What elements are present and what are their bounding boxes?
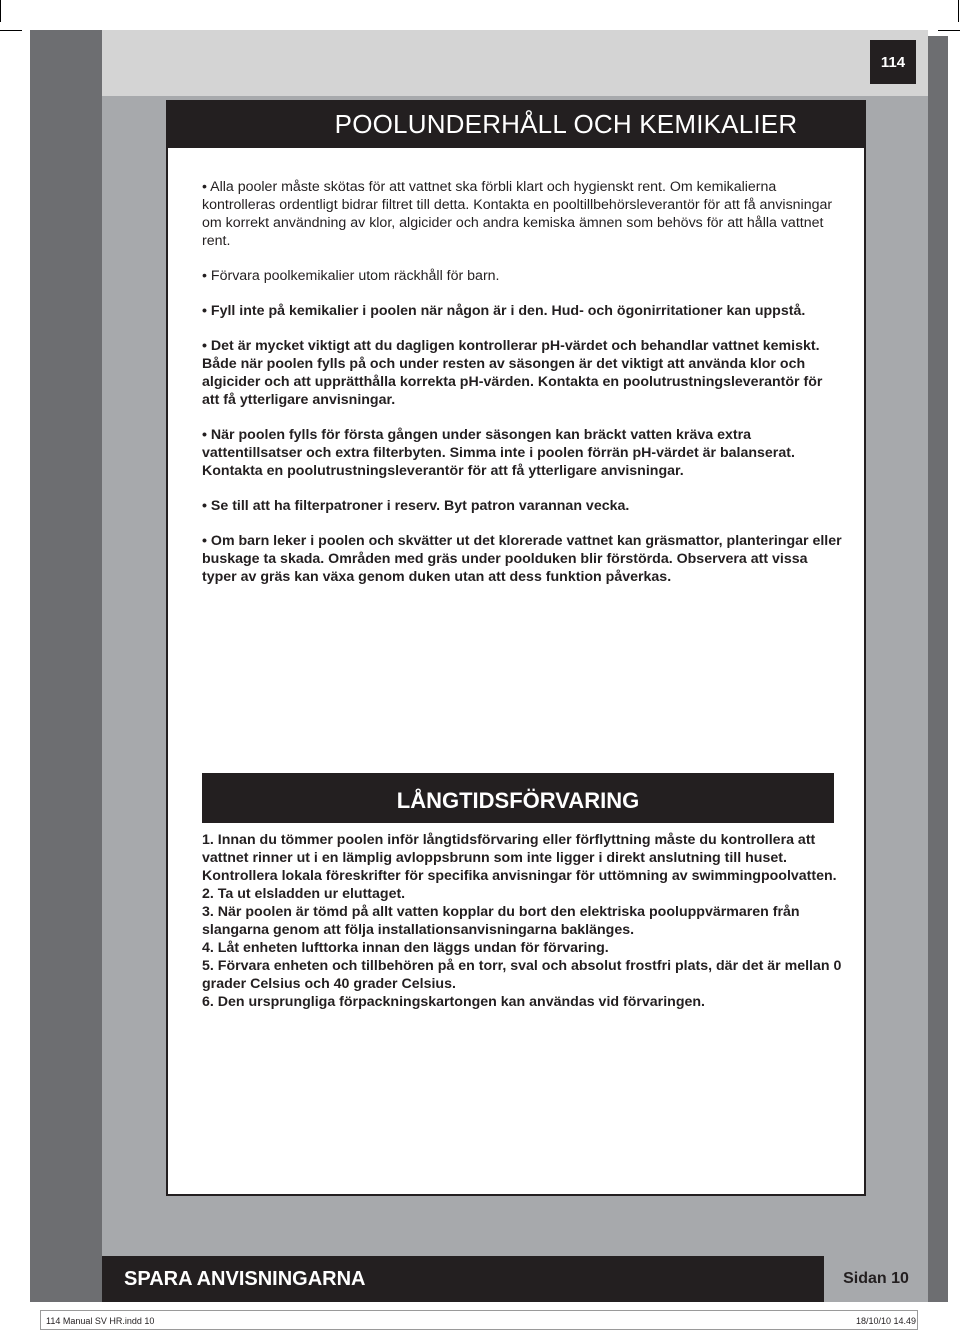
- slug-date: [856, 1312, 916, 1330]
- page-number-label: 114: [880, 53, 906, 71]
- footer-bar: [102, 1256, 824, 1302]
- paragraph: • När poolen fylls för första gången under säsongen kan bräckt vatten kräva extra vattentillsatser och extra filterbyten. Simma inte i poolen förrän pH-värdet är balanserat. Kontakta en poolutrustningsleverantör för att få ytterligare anvisningar.: [202, 427, 795, 479]
- paragraph: • Om barn leker i poolen och skvätter ut det klorerade vattnet kan gräsmattor, planteringar eller buskage ta skada. Områden med gräs under poolduken blir förstörda. Observera att vissa typer av gräs kan växa genom duken utan att dess funktion påverkas.: [202, 533, 842, 585]
- storage-step: 5. Förvara enheten och tillbehören på en torr, sval och absolut frostfri plats, där det är mellan 0 grader Celsius och 40 grader Celsius.: [202, 958, 842, 992]
- slug-line: [40, 1310, 918, 1330]
- storage-title-bar: [202, 773, 834, 823]
- slug-file-label: 114 Manual SV HR.indd 10: [46, 1316, 155, 1326]
- crop-mark: [0, 30, 22, 31]
- footer-page-number: [824, 1256, 928, 1302]
- page-title: POOLUNDERHÅLL OCH KEMIKALIER: [334, 108, 798, 139]
- storage-step: 4. Låt enheten lufttorka innan den läggs undan för förvaring.: [202, 940, 609, 956]
- crop-mark: [938, 30, 960, 31]
- storage-title: LÅNGTIDSFÖRVARING: [396, 788, 640, 813]
- crop-mark: [958, 0, 959, 22]
- crop-mark: [0, 0, 1, 22]
- paragraph: • Se till att ha filterpatroner i reserv. Byt patron varannan vecka.: [202, 498, 630, 514]
- left-frame-band: [30, 30, 102, 1302]
- storage-step: 6. Den ursprungliga förpackningskartongen kan användas vid förvaringen.: [202, 994, 705, 1010]
- paragraph: • Alla pooler måste skötas för att vattnet ska förbli klart och hygienskt rent. Om kemikalierna kontrolleras ordentligt bidrar filtret till detta. Kontakta en pooltillbehörsleverantör för att få anvisningar om korrekt användning av klor, algicider och andra kemiska ämnen som behövs för att hålla vattnet rent.: [202, 179, 833, 249]
- section-title-bar: [166, 100, 866, 148]
- paragraph: • Det är mycket viktigt att du dagligen kontrollerar pH-värdet och behandlar vattnet kemiskt. Både när poolen fylls på och under resten av säsongen är det viktigt att använda klor och algicider och att upprätthålla korrekta pH-värden. Kontakta en poolutrustningsleverantör för att få ytterligare anvisningar.: [202, 338, 823, 408]
- storage-step: 1. Innan du tömmer poolen inför långtidsförvaring eller förflyttning måste du kontrollera att vattnet rinner ut i en lämplig avloppsbrunn som inte ligger i direkt anslutning till huset. Kontrollera lokala föreskrifter för specifika anvisningar för uttömning av swimmingpoolvatten.: [202, 832, 837, 884]
- footer-save-instructions: SPARA ANVISNINGARNA: [124, 1268, 366, 1290]
- slug-date-label: 18/10/10 14.49: [856, 1316, 917, 1326]
- right-frame-band: [928, 36, 948, 1302]
- storage-step: 2. Ta ut elsladden ur eluttaget.: [202, 886, 406, 902]
- storage-step: 3. När poolen är tömd på allt vatten kopplar du bort den elektriska pooluppvärmaren från slangarna genom att följa installationsanvisningarna baklänges.: [202, 904, 800, 938]
- paragraph: • Fyll inte på kemikalier i poolen när någon är i den. Hud- och ögonirritationer kan uppstå.: [202, 303, 806, 319]
- paragraph: • Förvara poolkemikalier utom räckhåll för barn.: [202, 268, 500, 284]
- page-number-tab: [870, 40, 916, 84]
- maintenance-text: [202, 178, 842, 603]
- storage-steps: [202, 831, 842, 1011]
- slug-file: [46, 1312, 154, 1330]
- footer-page-label: Sidan 10: [843, 1270, 909, 1287]
